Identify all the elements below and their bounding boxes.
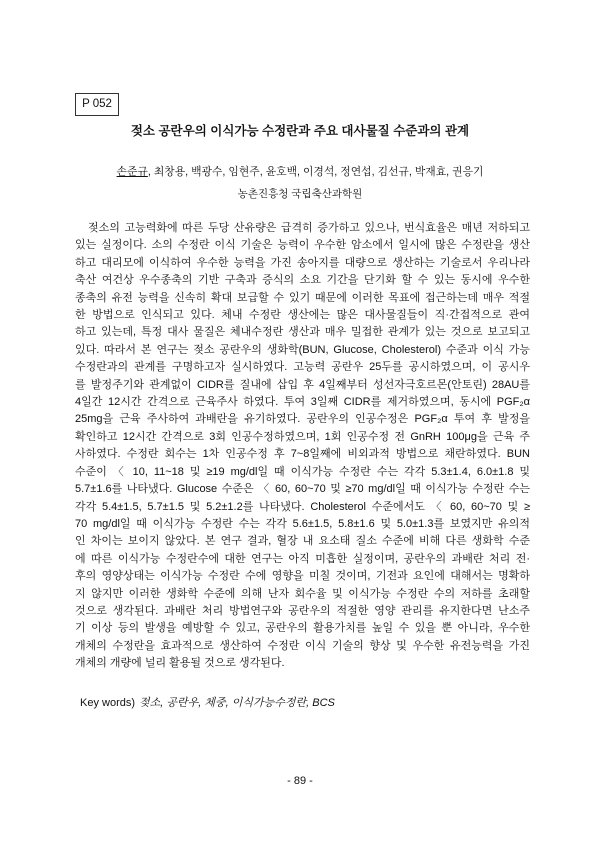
abstract-line: 있는 실정이다. 소의 수정란 이식 기술은 능력이 우수한 암소에서 일시에 많은 수정란을 생산 xyxy=(75,239,530,252)
keywords xyxy=(80,694,335,712)
abstract-line: 축산 여건상 우수종축의 기반 구축과 증식의 소요 기간을 단기화 할 수 있는 동시에 우수한 xyxy=(75,274,530,287)
abstract-line: 것으로 생각된다. 과배란 처리 방법연구와 공란우의 적절한 영양 관리를 유지한다면 난소주 xyxy=(75,604,530,617)
presenting-author: 손준규 xyxy=(116,166,148,178)
author-list xyxy=(0,163,600,181)
abstract-line: 하고 대리모에 이식하여 우수한 능력을 가진 송아지를 대량으로 생산하는 기술로서 우리나라 xyxy=(75,256,530,269)
abstract-line: 종축의 유전 능력을 신속히 확대 보급할 수 있기 때문에 이러한 목표에 접근하는데 매우 적절 xyxy=(75,291,530,304)
abstract-line: 70 mg/dl일 때 이식가능 수정란 수는 각각 5.6±1.5, 5.8±1.6 및 5.0±1.3를 보였지만 유의적 xyxy=(75,517,530,530)
keywords-terms: 젖소, 공란우, 체중, 이식가능수정란, BCS xyxy=(139,697,335,709)
abstract-line: 확인하고 12시간 간격으로 3회 인공수정하였으며, 1회 인공수정 전 GnRH 100μg을 근육 주 xyxy=(75,430,530,443)
abstract-line: 지 않지만 이러한 생화학 수준에 의해 난자 회수율 및 이식가능 수정란 수의 저하를 초래할 xyxy=(75,587,530,600)
abstract-line: 25mg을 근육 주사하여 과배란을 유기하였다. 공란우의 인공수정은 PGF₂α 투여 후 발정을 xyxy=(75,413,530,426)
abstract-line: 인 차이는 보이지 않았다. 본 연구 결과, 혈장 내 요소태 질소 수준에 비해 다른 생화학 수준 xyxy=(75,535,530,548)
abstract-title: 젖소 공란우의 이식가능 수정란과 주요 대사물질 수준과의 관계 xyxy=(130,124,470,138)
page-number: - 89 - xyxy=(287,775,313,787)
abstract-line: 한 방법으로 인식되고 있다. 체내 수정란 생산에는 많은 대사물질들이 직·간접적으로 관여 xyxy=(75,309,530,322)
abstract-line: 개체의 개량에 널리 활용될 것으로 생각된다. xyxy=(75,657,285,670)
abstract-line: 후의 영양상태는 이식가능 수정란 수에 영향을 미칠 것이며, 기전과 요인에 대해서는 명확하 xyxy=(75,570,530,583)
abstract-line: 수정란과의 관계를 구명하고자 실시하였다. 고능력 공란우 25두를 공시하였으며, 이 공시우 xyxy=(75,361,530,374)
keywords-label: Key words) xyxy=(80,697,136,709)
co-authors: , 최창용, 백광수, 임현주, 윤호백, 이경석, 정연섭, 김선규, 박재효, 권응기 xyxy=(147,166,484,178)
session-number-box: P 052 xyxy=(75,93,119,116)
abstract-body xyxy=(75,220,530,673)
abstract-line: 개체의 수정란을 효과적으로 생산하여 수정란 이식 기술의 향상 및 우수한 유전능력을 가진 xyxy=(75,639,530,652)
abstract-line: 기 이상 등의 발생을 예방할 수 있고, 공란우의 활용가치를 높일 수 있을 뿐 아니라, 우수한 xyxy=(75,622,530,635)
abstract-line: 5.7±1.6를 나타냈다. Glucose 수준은 〈 60, 60~70 및 ≥70 mg/dl일 때 이식가능 수정란 수는 xyxy=(75,483,530,496)
affiliation: 농촌진흥청 국립축산과학원 xyxy=(237,188,363,200)
abstract-line: 를 발정주기와 관계없이 CIDR를 질내에 삽입 후 4일째부터 성선자극호르몬(안토린) 28AU를 xyxy=(75,378,530,391)
abstract-line: 있다. 따라서 본 연구는 젖소 공란우의 생화학(BUN, Glucose, Cholesterol) 수준과 이식 가능 xyxy=(75,343,530,356)
abstract-line: 젖소의 고능력화에 따른 두당 산유량은 급격히 증가하고 있으나, 번식효율은 매년 저하되고 xyxy=(88,222,530,234)
abstract-line: 에 따른 이식가능 수정란수에 대한 연구는 아직 미흡한 실정이며, 공란우의 과배란 처리 전· xyxy=(75,552,530,565)
abstract-line: 4일간 12시간 간격으로 근육주사 하였다. 투여 3일째 CIDR를 제거하였으며, 동시에 PGF₂α xyxy=(75,396,530,409)
abstract-line: 각각 5.4±1.5, 5.7±1.5 및 5.2±1.2를 나타냈다. Cholesterol 수준에서도 〈 60, 60~70 및 ≥ xyxy=(75,500,530,513)
abstract-line: 하고 있는데, 특정 대사 물질은 체내수정란 생산과 매우 밀접한 관계가 있는 것으로 보고되고 xyxy=(75,326,530,339)
abstract-line: 사하였다. 수정란 회수는 1차 인공수정 후 7~8일째에 비외과적 방법으로 채란하였다. BUN xyxy=(75,448,530,461)
abstract-line: 수준이 〈 10, 11~18 및 ≥19 mg/dl일 때 이식가능 수정란 수는 각각 5.3±1.4, 6.0±1.8 및 xyxy=(75,465,530,478)
